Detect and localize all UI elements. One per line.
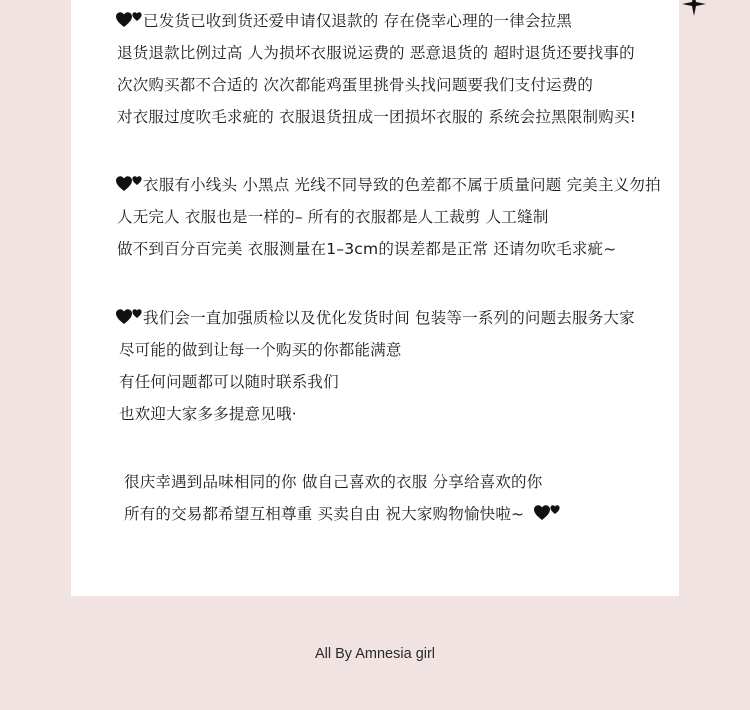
notice-text: 所有的交易都希望互相尊重 买卖自由 祝大家购物愉快啦~ bbox=[124, 505, 525, 523]
notice-block2-line2: 人无完人 衣服也是一样的– 所有的衣服都是人工裁剪 人工缝制 bbox=[117, 208, 549, 226]
notice-block4-line1: 很庆幸遇到品味相同的你 做自己喜欢的衣服 分享给喜欢的你 bbox=[124, 473, 543, 491]
notice-text: 衣服有小线头 小黑点 光线不同导致的色差都不属于质量问题 完美主义勿拍 bbox=[143, 176, 661, 194]
notice-block1-line3: 次次购买都不合适的 次次都能鸡蛋里挑骨头找问题要我们支付运费的 bbox=[117, 76, 594, 94]
notice-block3-line1 bbox=[115, 307, 635, 329]
sparkle-icon bbox=[682, 0, 706, 16]
notice-block3-line3: 有任何问题都可以随时联系我们 bbox=[119, 373, 339, 391]
footer-credit: All By Amnesia girl bbox=[314, 646, 436, 662]
notice-block4-line2 bbox=[124, 503, 561, 525]
notice-block3-line2: 尽可能的做到让每一个购买的你都能满意 bbox=[119, 341, 402, 359]
notice-text: 我们会一直加强质检以及优化发货时间 包装等一系列的问题去服务大家 bbox=[143, 309, 635, 327]
notice-block2-line3: 做不到百分百完美 衣服测量在1–3cm的误差都是正常 还请勿吹毛求疵~ bbox=[117, 240, 617, 258]
double-heart-icon bbox=[115, 308, 143, 326]
double-heart-icon bbox=[533, 504, 561, 522]
notice-block2-line1 bbox=[115, 174, 661, 196]
notice-block1-line2: 退货退款比例过高 人为损坏衣服说运费的 恶意退货的 超时退货还要找事的 bbox=[117, 44, 635, 62]
notice-block1-line4: 对衣服过度吹毛求疵的 衣服退货扭成一团损坏衣服的 系统会拉黑限制购买! bbox=[117, 108, 637, 126]
double-heart-icon bbox=[115, 175, 143, 193]
double-heart-icon bbox=[115, 11, 143, 29]
notice-block3-line4: 也欢迎大家多多提意见哦· bbox=[119, 405, 297, 423]
notice-block1-line1 bbox=[115, 10, 572, 32]
notice-text: 已发货已收到货还爱申请仅退款的 存在侥幸心理的一律会拉黑 bbox=[143, 12, 573, 30]
